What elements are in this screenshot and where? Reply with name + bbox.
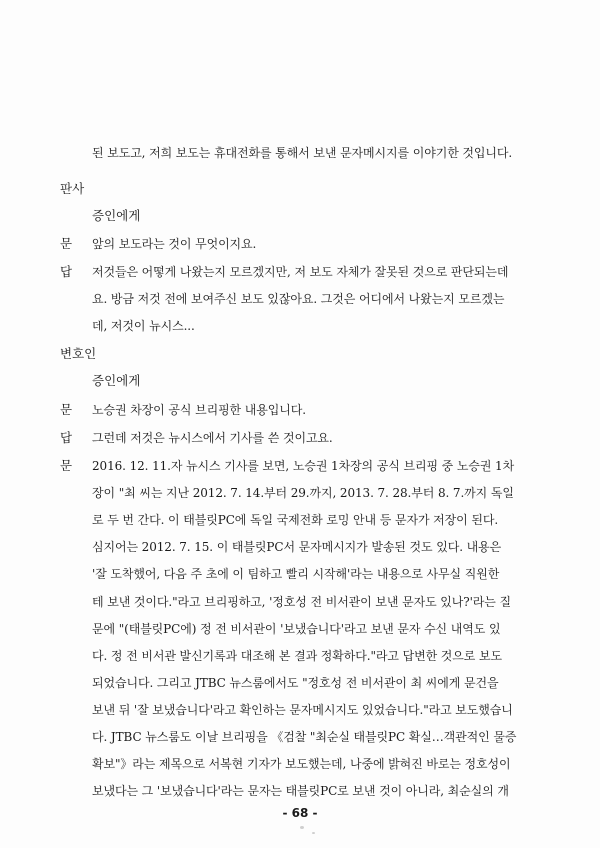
text-line: 되었습니다. 그리고 JTBC 뉴스룸에서도 "정호성 전 비서관이 최 씨에게 문건을 bbox=[92, 676, 499, 690]
text-line: 보낸 뒤 '잘 보냈습니다'라고 확인하는 문자메시지도 있었습니다."라고 보도했습니 bbox=[92, 703, 513, 717]
text-line: 다. 정 전 비서관 발신기록과 대조해 본 결과 정확하다."라고 답변한 것으로 보도 bbox=[92, 649, 502, 663]
text-line: 확보"》라는 제목으로 서복현 기자가 보도했는데, 나중에 밝혀진 바로는 정호성이 bbox=[92, 757, 511, 771]
scan-speck bbox=[312, 832, 315, 834]
question-marker: 문 bbox=[60, 458, 73, 473]
text-line: 문에 "(태블릿PC에) 정 전 비서관이 '보냈습니다'라고 보낸 문자 수신 내역도 있 bbox=[92, 622, 501, 636]
text-line: 2016. 12. 11.자 뉴시스 기사를 보면, 노승권 1차장의 공식 브리핑 중 노승권 1차 bbox=[92, 459, 515, 473]
text-line: 된 보도고, 저희 보도는 휴대전화를 통해서 보낸 문자메시지를 이야기한 것입니다. bbox=[92, 146, 513, 160]
answer-marker: 답 bbox=[60, 430, 73, 445]
answer-marker: 답 bbox=[60, 264, 73, 279]
text-line: '잘 도착했어, 다음 주 초에 이 팀하고 빨리 시작해'라는 내용으로 사무실 직원한 bbox=[92, 567, 500, 581]
text-line: 앞의 보도라는 것이 무엇이지요. bbox=[92, 237, 257, 251]
text-line: 장이 "최 씨는 지난 2012. 7. 14.부터 29.까지, 2013. 7. 28.부터 8. 7.까지 독일 bbox=[92, 486, 514, 500]
addressee-label: 증인에게 bbox=[92, 373, 141, 388]
speaker-judge: 판사 bbox=[60, 181, 85, 196]
question-marker: 문 bbox=[60, 236, 73, 251]
question-marker: 문 bbox=[60, 402, 73, 417]
text-line: 로 두 번 간다. 이 태블릿PC에 독일 국제전화 로밍 안내 등 문자가 저장이 된다. bbox=[92, 513, 499, 527]
text-line: 테 보낸 것이다."라고 브리핑하고, '정호성 전 비서관이 보낸 문자도 있나?'라는 질 bbox=[92, 595, 511, 609]
text-line: 요. 방금 저것 전에 보여주신 보도 있잖아요. 그것은 어디에서 나왔는지 모르겠는 bbox=[92, 292, 505, 306]
text-line: 데, 저것이 뉴시스... bbox=[92, 319, 195, 333]
page-number: - 68 - bbox=[282, 806, 318, 820]
scan-speck bbox=[300, 826, 304, 829]
text-line: 다. JTBC 뉴스룸도 이날 브리핑을 《검찰 "최순실 태블릿PC 확실…객관적인 물증 bbox=[92, 730, 517, 744]
text-line: 노승권 차장이 공식 브리핑한 내용입니다. bbox=[92, 403, 306, 417]
text-line: 저것들은 어떻게 나왔는지 모르겠지만, 저 보도 자체가 잘못된 것으로 판단되는데 bbox=[92, 265, 509, 279]
addressee-label: 증인에게 bbox=[92, 208, 141, 223]
text-line: 보냈다는 그 '보냈습니다'라는 문자는 태블릿PC로 보낸 것이 아니라, 최순실의 개 bbox=[92, 784, 509, 798]
speaker-lawyer: 변호인 bbox=[60, 346, 97, 361]
text-line: 그런데 저것은 뉴시스에서 기사를 쓴 것이고요. bbox=[92, 431, 333, 445]
text-line: 심지어는 2012. 7. 15. 이 태블릿PC서 문자메시지가 발송된 것도 있다. 내용은 bbox=[92, 540, 502, 554]
